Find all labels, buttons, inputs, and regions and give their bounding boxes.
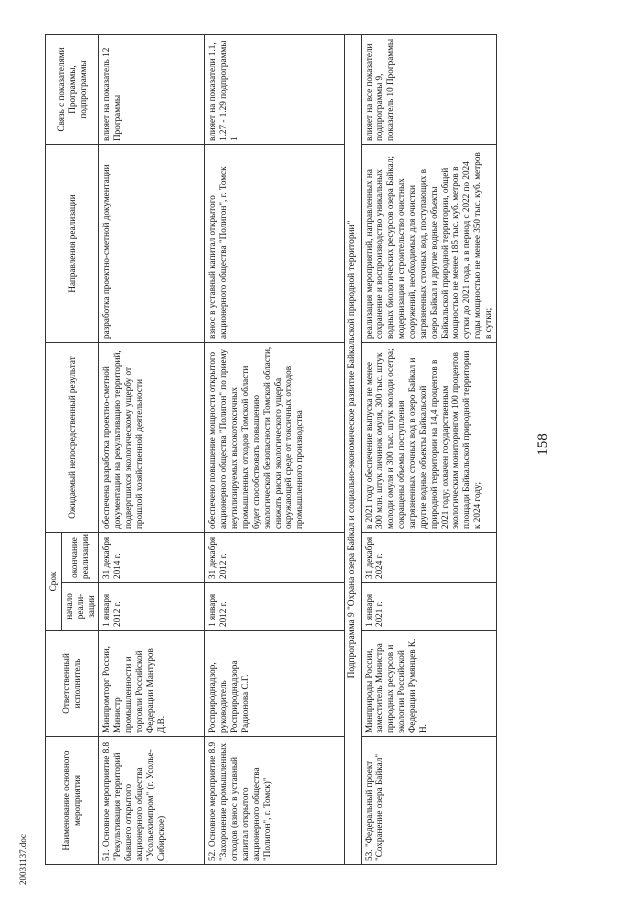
row-link: влияет на показатель 12 Программы [99, 35, 205, 145]
header-result: Ожидаемый непосредственный результат [46, 343, 99, 533]
row-name: "Федеральный проект "Сохранение озера Байкал" [363, 753, 385, 861]
rotated-table-container [45, 35, 613, 865]
row-name-cell [361, 737, 496, 865]
header-end: окончание реализации [61, 533, 99, 583]
row-end: 31 декабря 2012 г. [205, 533, 345, 583]
row-executor: Минпромторг России, Министр промышленности и торговли Российской Федерации Мантуров Д.В. [99, 631, 205, 737]
row-result: обеспечено повышение мощности открытого акционерного общества "Полигон" по приему неутилизируемых высокотоксичных промышленных отходов Томской области будет способствовать повышению экологической безопасности Томской области, снижать риски экологического ущерба окружающей среде от токсичных отходов промышленного производства [205, 343, 345, 533]
header-executor: Ответственный исполнитель [46, 631, 99, 737]
row-directions: разработка проектно-сметной документации [99, 145, 205, 343]
row-executor: Росприроднадзор, руководитель Росприроднадзора Радионова С.Г. [205, 631, 345, 737]
row-number: 52. [207, 849, 218, 861]
row-directions: взнос в уставный капитал открытого акционерного общества "Полигон", г. Томск [205, 145, 345, 343]
row-start: 1 января 2012 г. [99, 583, 205, 631]
row-directions: реализация мероприятий, направленных на сохранение и воспроизводство уникальных водных биологических ресурсов озера Байкал; модернизация и строительство очистных сооружений, необходимых для очистки загрязненных сточных вод, поступающих в озеро Байкал и другие водные объекты Байкальской природной территории, общей мощностью не менее 185 тыс. куб. метров в сутки до 2021 года, а в период с 2022 по 2024 годы мощностью не менее 350 тыс. куб. метров в сутки; [361, 145, 496, 343]
measures-table [45, 34, 497, 865]
header-name: Наименование основного мероприятия [46, 737, 99, 865]
row-number: 51. [101, 849, 112, 861]
page-number: 158 [534, 433, 551, 456]
header-directions: Направления реализации [46, 145, 99, 343]
subprogram-title: Подпрограмма 9 "Охрана озера Байкал и социально-экономическое развитие Байкальской природной территории" [345, 35, 361, 865]
row-name-cell [205, 737, 345, 865]
subprogram-row [345, 35, 361, 865]
row-name: Основное мероприятие 8.8 "Рекультивация территорий бывшего открытого акционерного общества "Усольехимпром" (г. Усолье-Сибирское) [101, 741, 166, 861]
row-name-cell [99, 737, 205, 865]
row-link: влияет на показатели 1.1, 1.27 - 1.29 подпрограммы 1 [205, 35, 345, 145]
row-executor: Минприроды России, заместитель Министра природных ресурсов и экологии Российской Федерации Румянцев К. Н. [361, 631, 496, 737]
header-link: Связь с показателями Программы, подпрограммы [46, 35, 99, 145]
table-row [99, 35, 205, 865]
table-row [205, 35, 345, 865]
row-result: в 2021 году обеспечение выпуска не менее 300 млн. штук личинок омуля, 300 тыс. штук молоди омуля и 300 тыс. штук молоди осетра; сокращены объемы поступления загрязненных сточных вод в озеро Байкал и другие водные объекты Байкальской природной территории на 14,4 процентов в 2021 году; охвачен государственным экологическим мониторингом 100 процентов площади Байкальской природной территории к 2024 году; [361, 343, 496, 533]
row-start: 1 января 2012 г. [205, 583, 345, 631]
row-end: 31 декабря 2014 г. [99, 533, 205, 583]
header-row [46, 35, 62, 865]
row-start: 1 января 2021 г. [361, 583, 496, 631]
row-link: влияет на все показатели подпрограммы 9, показатель 10 Программы [361, 35, 496, 145]
row-end: 31 декабря 2024 г. [361, 533, 496, 583]
header-term: Срок [46, 533, 62, 631]
row-result: обеспечена разработка проектно-сметной документации на рекультивацию территорий, подвергшихся экологическому ущербу от прошлой хозяйственной деятельности [99, 343, 205, 533]
table-row [361, 35, 496, 865]
header-start: начало реали-зации [61, 583, 99, 631]
document-footer: 20031137.doc [18, 834, 28, 885]
row-number: 53. [363, 849, 374, 861]
row-name: Основное мероприятие 8.9 "Захоронение промышленных отходов (взнос в уставный капитал открытого акционерного общества "Полигон", г. Томск)" [207, 741, 272, 861]
